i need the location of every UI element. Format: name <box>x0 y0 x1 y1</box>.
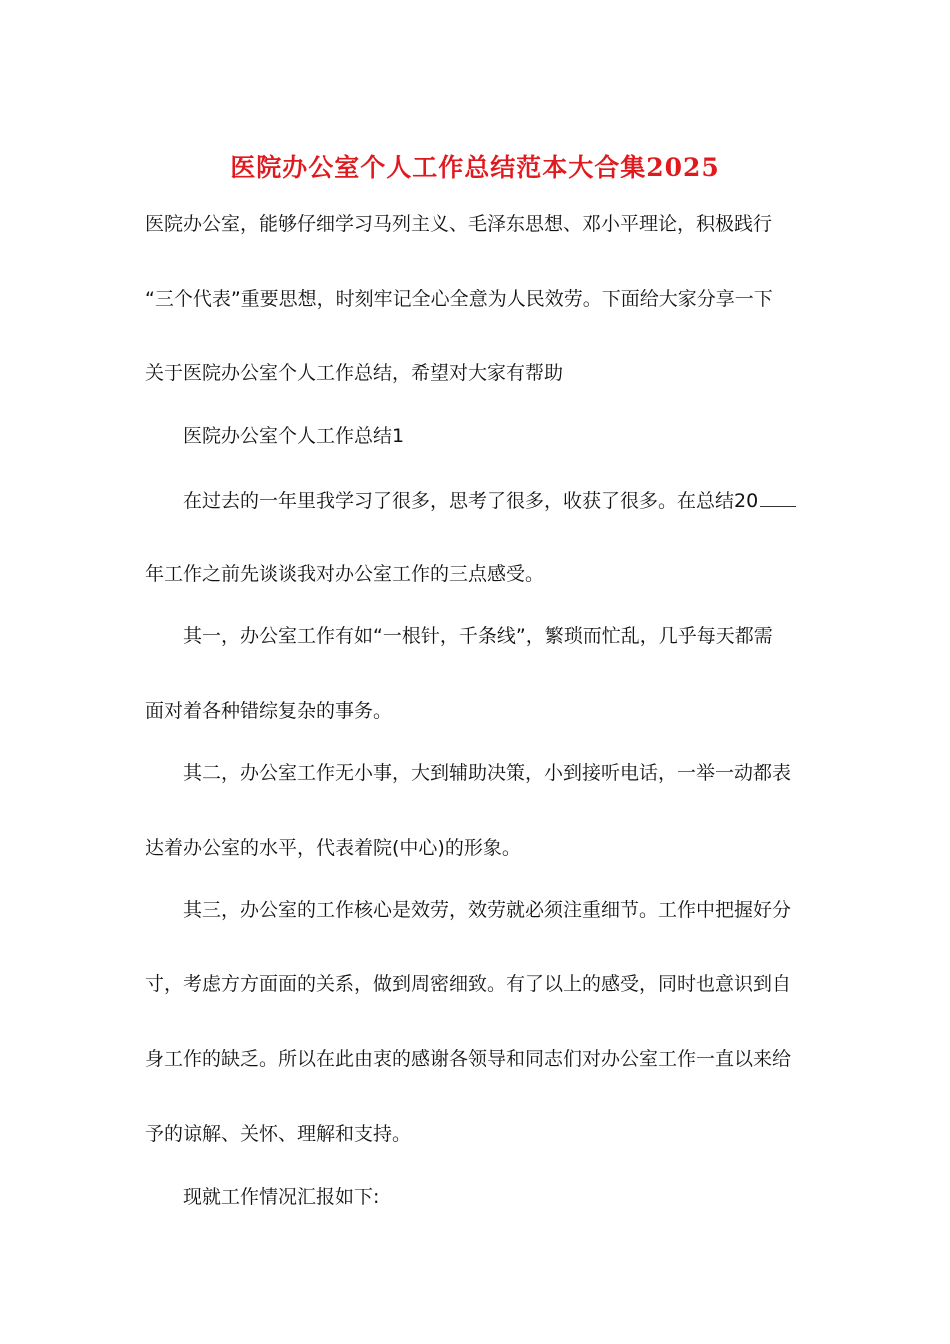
point-2-line-2: 达着办公室的水平，代表着院(中心)的形象。 <box>145 837 521 859</box>
paragraph-1-line-2: 年工作之前先谈谈我对办公室工作的三点感受。 <box>145 563 545 585</box>
point-1-line-1: 其一，办公室工作有如“一根针，千条线”，繁琐而忙乱，几乎每天都需 <box>183 625 773 647</box>
report-intro-line: 现就工作情况汇报如下: <box>183 1186 380 1208</box>
point-3-line-1: 其三，办公室的工作核心是效劳，效劳就必须注重细节。工作中把握好分 <box>183 899 792 921</box>
point-3-line-3: 身工作的缺乏。所以在此由衷的感谢各领导和同志们对办公室工作一直以来给 <box>145 1048 792 1070</box>
point-1-line-2: 面对着各种错综复杂的事务。 <box>145 700 393 722</box>
paragraph-1-line-1 <box>183 486 796 514</box>
point-2-line-1: 其二，办公室工作无小事，大到辅助决策，小到接听电话，一举一动都表 <box>183 762 792 784</box>
intro-line-1: 医院办公室，能够仔细学习马列主义、毛泽东思想、邓小平理论，积极践行 <box>145 213 773 235</box>
fill-in-blank <box>760 486 796 507</box>
section-heading: 医院办公室个人工作总结1 <box>183 425 405 447</box>
document-title: 医院办公室个人工作总结范本大合集2025 <box>230 153 720 182</box>
point-3-line-4: 予的谅解、关怀、理解和支持。 <box>145 1123 412 1145</box>
point-3-line-2: 寸，考虑方方面面的关系，做到周密细致。有了以上的感受，同时也意识到自 <box>145 973 792 995</box>
paragraph-1-line-1-text: 在过去的一年里我学习了很多，思考了很多，收获了很多。在总结20 <box>183 490 759 512</box>
intro-line-2: “三个代表”重要思想，时刻牢记全心全意为人民效劳。下面给大家分享一下 <box>145 288 773 310</box>
intro-line-3: 关于医院办公室个人工作总结，希望对大家有帮助 <box>145 362 564 384</box>
